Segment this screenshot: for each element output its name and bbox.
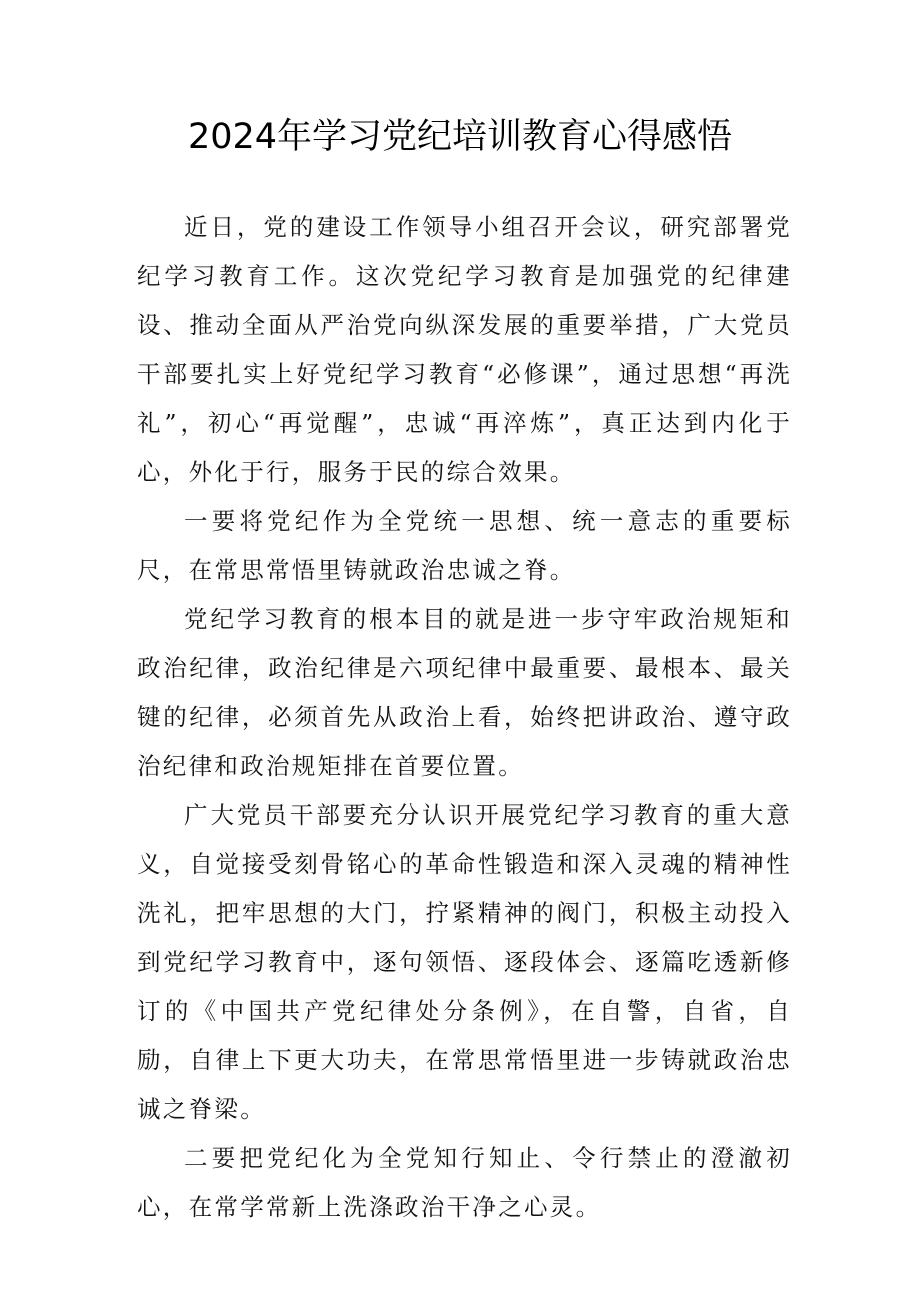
paragraph-3: 党纪学习教育的根本目的就是进一步守牢政治规矩和政治纪律，政治纪律是六项纪律中最重要、最根本、最关键的纪律，必须首先从政治上看，始终把讲政治、遵守政治纪律和政治规矩排在首要位置。 (137, 605, 792, 780)
document-body (137, 203, 792, 1232)
paragraph-4: 广大党员干部要充分认识开展党纪学习教育的重大意义，自觉接受刻骨铭心的革命性锻造和深入灵魂的精神性洗礼，把牢思想的大门，拧紧精神的阀门，积极主动投入到党纪学习教育中，逐句领悟、逐段体会、逐篇吃透新修订的《中国共产党纪律处分条例》，在自警，自省，自励，自律上下更大功夫，在常思常悟里进一步铸就政治忠诚之脊梁。 (137, 801, 792, 1123)
paragraph-2: 一要将党纪作为全党统一思想、统一意志的重要标尺，在常思常悟里铸就政治忠诚之脊。 (137, 507, 792, 584)
paragraph-1: 近日，党的建设工作领导小组召开会议，研究部署党纪学习教育工作。这次党纪学习教育是加强党的纪律建设、推动全面从严治党向纵深发展的重要举措，广大党员干部要扎实上好党纪学习教育“必修课”，通过思想“再洗礼”，初心“再觉醒”，忠诚“再淬炼”，真正达到内化于心，外化于行，服务于民的综合效果。 (137, 213, 792, 486)
paragraph-5: 二要把党纪化为全党知行知止、令行禁止的澄澈初心，在常学常新上洗涤政治干净之心灵。 (137, 1144, 792, 1221)
document-title: 2024年学习党纪培训教育心得感悟 (187, 117, 733, 157)
